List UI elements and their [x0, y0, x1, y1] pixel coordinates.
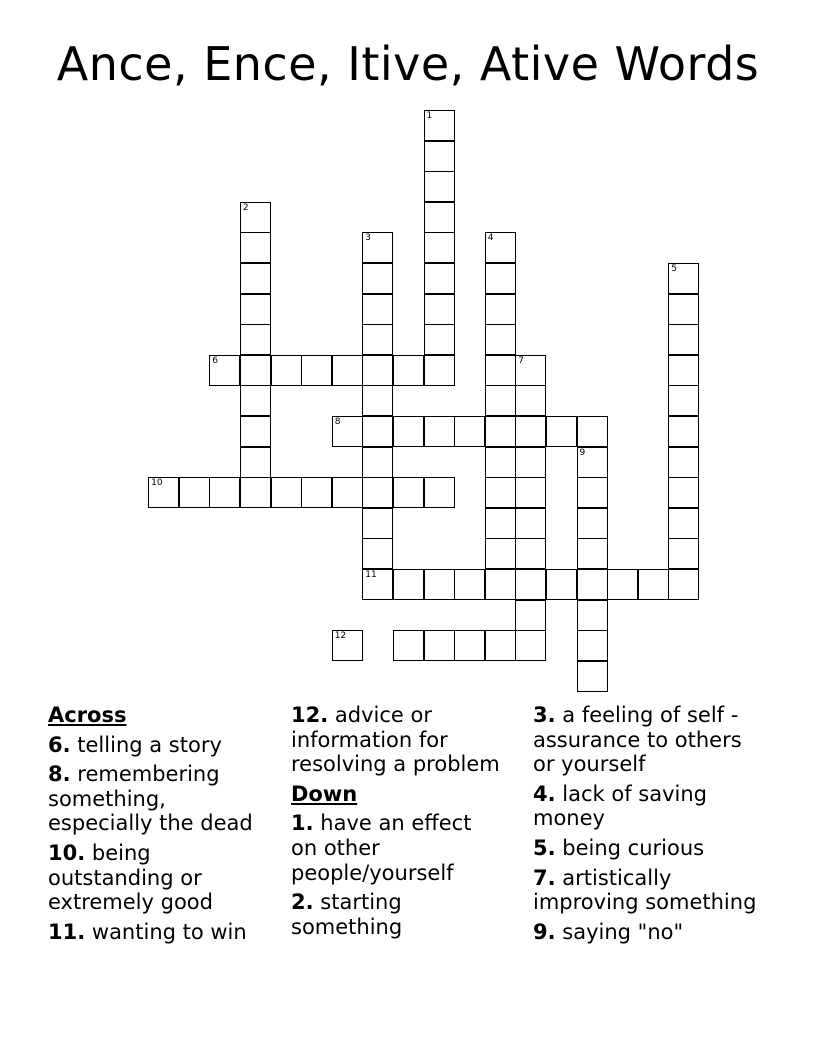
grid-cell[interactable] [240, 202, 271, 233]
grid-cell[interactable] [577, 600, 608, 631]
grid-cell[interactable] [240, 355, 271, 386]
down-clue-1: 1. have an effect on other people/yourself [291, 811, 472, 885]
down-clue-3: 3. a feeling of self - assurance to others or yourself [533, 703, 742, 777]
grid-cell[interactable] [179, 477, 210, 508]
clue-number-label: 11 [365, 570, 377, 580]
grid-cell[interactable] [362, 508, 393, 539]
grid-cell[interactable] [485, 263, 516, 294]
grid-cell[interactable] [240, 294, 271, 325]
grid-cell[interactable] [209, 477, 240, 508]
grid-cell[interactable] [485, 294, 516, 325]
grid-cell[interactable] [301, 355, 332, 386]
down-clue-4: 4. lack of saving money [533, 781, 707, 831]
grid-cell[interactable] [546, 416, 577, 447]
grid-cell[interactable] [485, 447, 516, 478]
grid-cell[interactable] [515, 538, 546, 569]
grid-cell[interactable] [362, 416, 393, 447]
grid-cell[interactable] [577, 538, 608, 569]
grid-cell[interactable] [577, 569, 608, 600]
grid-cell[interactable] [485, 477, 516, 508]
grid-cell[interactable] [362, 263, 393, 294]
grid-cell[interactable] [362, 538, 393, 569]
grid-cell[interactable] [424, 202, 455, 233]
grid-cell[interactable] [240, 385, 271, 416]
across-clue-12: 12. advice or information for resolving a problem [291, 703, 500, 777]
clue-number-label: 8 [334, 417, 341, 427]
clue-number-label: 2 [242, 202, 249, 213]
grid-cell[interactable] [362, 324, 393, 355]
grid-cell[interactable] [240, 324, 271, 355]
clue-column-1 [48, 703, 284, 949]
down-clue-2: 2. starting something [291, 890, 403, 939]
grid-cell[interactable] [362, 294, 393, 325]
grid-cell[interactable] [515, 508, 546, 539]
grid-cell[interactable] [424, 110, 455, 141]
grid-cell[interactable] [209, 355, 240, 386]
grid-cell[interactable] [424, 263, 455, 294]
grid-cell[interactable] [668, 416, 699, 447]
grid-cell[interactable] [454, 630, 485, 661]
grid-cell[interactable] [240, 416, 271, 447]
grid-cell[interactable] [638, 569, 669, 600]
grid-cell[interactable] [515, 416, 546, 447]
grid-cell[interactable] [668, 538, 699, 569]
grid-cell[interactable] [393, 416, 424, 447]
across-clue-10: 10. being outstanding or extremely good [48, 840, 213, 915]
grid-cell[interactable] [393, 355, 424, 386]
grid-cell[interactable] [362, 355, 393, 386]
grid-cell[interactable] [148, 477, 179, 508]
grid-cell[interactable] [485, 538, 516, 569]
grid-cell[interactable] [332, 630, 363, 661]
grid-cell[interactable] [668, 355, 699, 386]
grid-cell[interactable] [393, 630, 424, 661]
grid-cell[interactable] [332, 355, 363, 386]
across-clue-11: 11. wanting to win [48, 919, 247, 944]
clue-number-label: 3 [365, 233, 372, 244]
grid-cell[interactable] [485, 324, 516, 355]
grid-cell[interactable] [668, 263, 699, 294]
grid-cell[interactable] [362, 569, 393, 600]
grid-cell[interactable] [454, 416, 485, 447]
grid-cell[interactable] [485, 508, 516, 539]
grid-cell[interactable] [577, 477, 608, 508]
grid-cell[interactable] [240, 447, 271, 478]
grid-cell[interactable] [607, 569, 638, 600]
grid-cell[interactable] [668, 324, 699, 355]
grid-cell[interactable] [515, 447, 546, 478]
grid-cell[interactable] [577, 447, 608, 478]
grid-cell[interactable] [271, 355, 302, 386]
clue-number-label: 12 [334, 631, 347, 642]
grid-cell[interactable] [485, 569, 516, 600]
grid-cell[interactable] [485, 416, 516, 447]
across-clue-8: 8. remembering something, especially the dead [48, 762, 253, 836]
grid-cell[interactable] [577, 661, 608, 692]
grid-cell[interactable] [424, 141, 455, 172]
across-heading: Across [48, 703, 127, 727]
grid-cell[interactable] [332, 477, 363, 508]
grid-cell[interactable] [301, 477, 332, 508]
grid-cell[interactable] [240, 477, 271, 508]
puzzle-title: Ance, Ence, Itive, Ative Words [56, 37, 760, 91]
grid-cell[interactable] [577, 508, 608, 539]
grid-cell[interactable] [424, 171, 455, 202]
grid-cell[interactable] [485, 385, 516, 416]
grid-cell[interactable] [362, 385, 393, 416]
grid-cell[interactable] [668, 294, 699, 325]
grid-cell[interactable] [485, 630, 516, 661]
grid-cell[interactable] [515, 477, 546, 508]
grid-cell[interactable] [577, 416, 608, 447]
grid-cell[interactable] [515, 355, 546, 386]
grid-cell[interactable] [240, 263, 271, 294]
grid-cell[interactable] [362, 447, 393, 478]
down-heading: Down [291, 781, 358, 806]
grid-cell[interactable] [485, 232, 516, 263]
grid-cell[interactable] [515, 600, 546, 631]
down-clue-5: 5. being curious [533, 835, 705, 860]
grid-cell[interactable] [424, 416, 455, 447]
down-clue-7: 7. artistically improving something [533, 865, 757, 915]
grid-cell[interactable] [362, 477, 393, 508]
grid-cell[interactable] [668, 477, 699, 508]
grid-cell[interactable] [424, 630, 455, 661]
grid-cell[interactable] [424, 232, 455, 263]
grid-cell[interactable] [577, 630, 608, 661]
clue-number-label: 10 [151, 478, 163, 489]
grid-cell[interactable] [515, 630, 546, 661]
grid-cell[interactable] [271, 477, 302, 508]
clue-number-label: 5 [671, 264, 678, 274]
across-clue-6: 6. telling a story [48, 732, 222, 757]
down-clue-9: 9. saying "no" [533, 919, 684, 944]
clue-column-3 [533, 703, 783, 949]
grid-cell[interactable] [362, 232, 393, 263]
grid-cell[interactable] [668, 569, 699, 600]
grid-cell[interactable] [424, 294, 455, 325]
grid-cell[interactable] [424, 355, 455, 386]
grid-cell[interactable] [668, 385, 699, 416]
clue-number-label: 1 [426, 111, 433, 121]
grid-cell[interactable] [424, 569, 455, 600]
grid-cell[interactable] [515, 385, 546, 416]
grid-cell[interactable] [668, 447, 699, 478]
grid-cell[interactable] [332, 416, 363, 447]
grid-cell[interactable] [424, 324, 455, 355]
clue-number-label: 7 [518, 355, 525, 366]
clue-number-label: 4 [487, 233, 494, 244]
grid-cell[interactable] [393, 569, 424, 600]
clue-number-label: 6 [212, 355, 219, 366]
grid-cell[interactable] [393, 477, 424, 508]
grid-cell[interactable] [240, 232, 271, 263]
grid-cell[interactable] [546, 569, 577, 600]
clue-column-2 [291, 703, 527, 944]
grid-cell[interactable] [424, 477, 455, 508]
grid-cell[interactable] [454, 569, 485, 600]
grid-cell[interactable] [515, 569, 546, 600]
grid-cell[interactable] [485, 355, 516, 386]
clue-number-label: 9 [579, 447, 586, 458]
grid-cell[interactable] [668, 508, 699, 539]
